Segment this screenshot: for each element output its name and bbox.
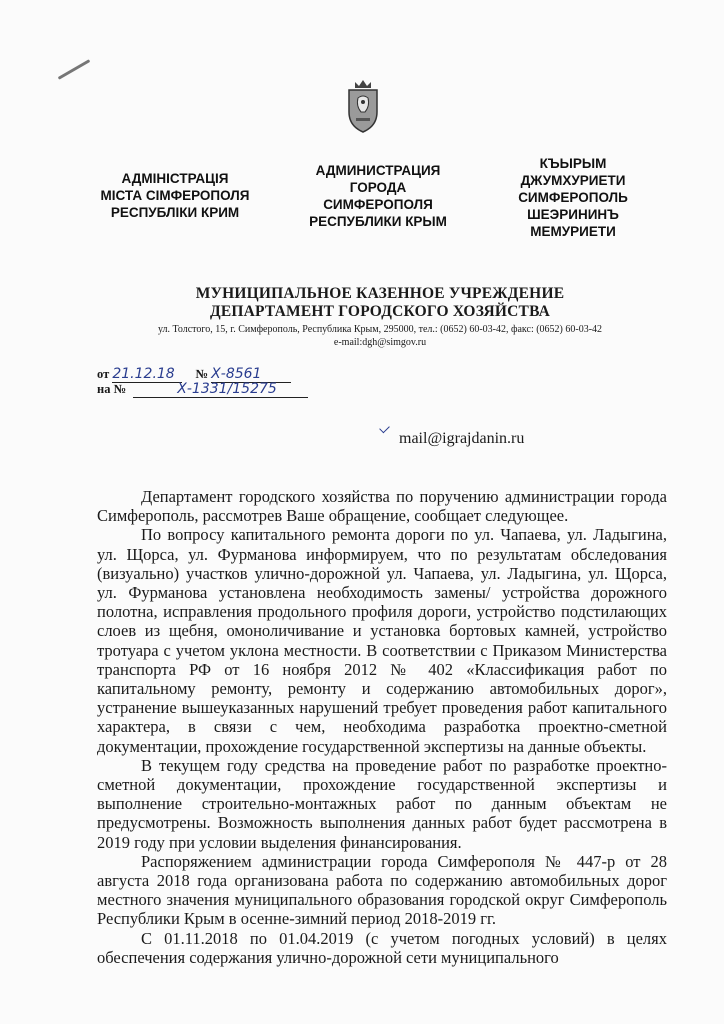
coat-of-arms-icon xyxy=(343,78,383,134)
header-ru-line: ГОРОДА xyxy=(349,180,407,195)
header-ua-line: АДМІНІСТРАЦІЯ xyxy=(121,171,229,186)
header-crimean-tatar xyxy=(488,155,658,240)
header-ct-line: СИМФЕРОПОЛЬ xyxy=(518,190,628,205)
letter-body xyxy=(97,487,667,967)
header-ua-line: МІСТА СІМФЕРОПОЛЯ xyxy=(100,188,250,203)
org-email: e-mail:dgh@simgov.ru xyxy=(333,337,427,348)
paragraph: Департамент городского хозяйства по поручению администрации города Симферополь, рассмотрев Ваше обращение, сообщает следующее. xyxy=(97,487,667,526)
ref-label: на № xyxy=(97,382,127,396)
ref-handwritten: Х-1331/15275 xyxy=(177,381,277,397)
header-russian xyxy=(288,162,468,230)
registration-reference xyxy=(97,381,308,398)
ref-field xyxy=(133,381,308,398)
header-ct-line: МЕМУРИЕТИ xyxy=(530,224,616,239)
header-ct-line: КЪЫРЫМ xyxy=(539,156,607,171)
header-ru-line: СИМФЕРОПОЛЯ xyxy=(323,197,433,212)
org-name-line2: ДЕПАРТАМЕНТ ГОРОДСКОГО ХОЗЯЙСТВА xyxy=(209,303,551,320)
number-handwritten: Х-8561 xyxy=(211,366,262,382)
header-ct-line: ДЖУМХУРИЕТИ xyxy=(520,173,626,188)
paragraph: С 01.11.2018 по 01.04.2019 (с учетом погодных условий) в целях обеспечения содержания улично-дорожной сети муниципального xyxy=(97,928,667,967)
check-mark-icon xyxy=(379,423,390,434)
pen-mark xyxy=(58,59,91,80)
paragraph: Распоряжением администрации города Симферополя № 447-р от 28 августа 2018 года организована работа по содержанию автомобильных дорог местного значения муниципального образования городской округ Симферополь Республики Крым в осенне-зимний период 2018-2019 гг. xyxy=(97,851,667,929)
org-name-line1: МУНИЦИПАЛЬНОЕ КАЗЕННОЕ УЧРЕЖДЕНИЕ xyxy=(195,285,565,302)
number-label: № xyxy=(195,367,209,381)
header-ukrainian xyxy=(80,170,270,221)
header-ru-line: РЕСПУБЛИКИ КРЫМ xyxy=(309,214,447,229)
paragraph: В текущем году средства на проведение работ по разработке проектно-сметной документации, прохождение государственной экспертизы и выполнение строительно-монтажных работ по данным объектам не предусмотрены. Возможность выполнения данных работ будет рассмотрена в 2019 году при условии выделения финансирования. xyxy=(97,755,667,852)
header-ua-line: РЕСПУБЛІКИ КРИМ xyxy=(110,205,240,220)
paragraph: По вопросу капитального ремонта дороги по ул. Чапаева, ул. Ладыгина, ул. Щорса, ул. Фурманова информируем, что по результатам обследования (визуально) участков улично-дорожной ул. Чапаева, ул. Ладыгина, ул. Щорса, ул. Фурманова установлена необходимость замены/ устройства дорожного полотна, исправления продольного профиля дороги, устройство подстилающих слоев из щебня, омоноличивание и установка бортовых камней, устройство тротуара с учетом уклона местности. В соответствии с Приказом Министерства транспорта РФ от 16 ноября 2012 № 402 «Классификация работ по капитальному ремонту, ремонту и содержанию автомобильных дорог», устранение вышеуказанных нарушений требует проведения работ капитального характера, в связи с чем, необходима разработка проектно-сметной документации, прохождение государственной экспертизы на данные объекты. xyxy=(97,525,667,756)
date-handwritten: 21.12.18 xyxy=(112,366,175,382)
from-label: от xyxy=(97,367,110,381)
recipient-email: mail@igrajdanin.ru xyxy=(399,430,525,447)
header-ct-line: ШЕЭРИНИНЪ xyxy=(527,207,619,222)
org-address: ул. Толстого, 15, г. Симферополь, Республика Крым, 295000, тел.: (0652) 60-03-42, факс: (0652) 60-03-42 xyxy=(157,324,603,335)
header-ru-line: АДМИНИСТРАЦИЯ xyxy=(315,163,441,178)
